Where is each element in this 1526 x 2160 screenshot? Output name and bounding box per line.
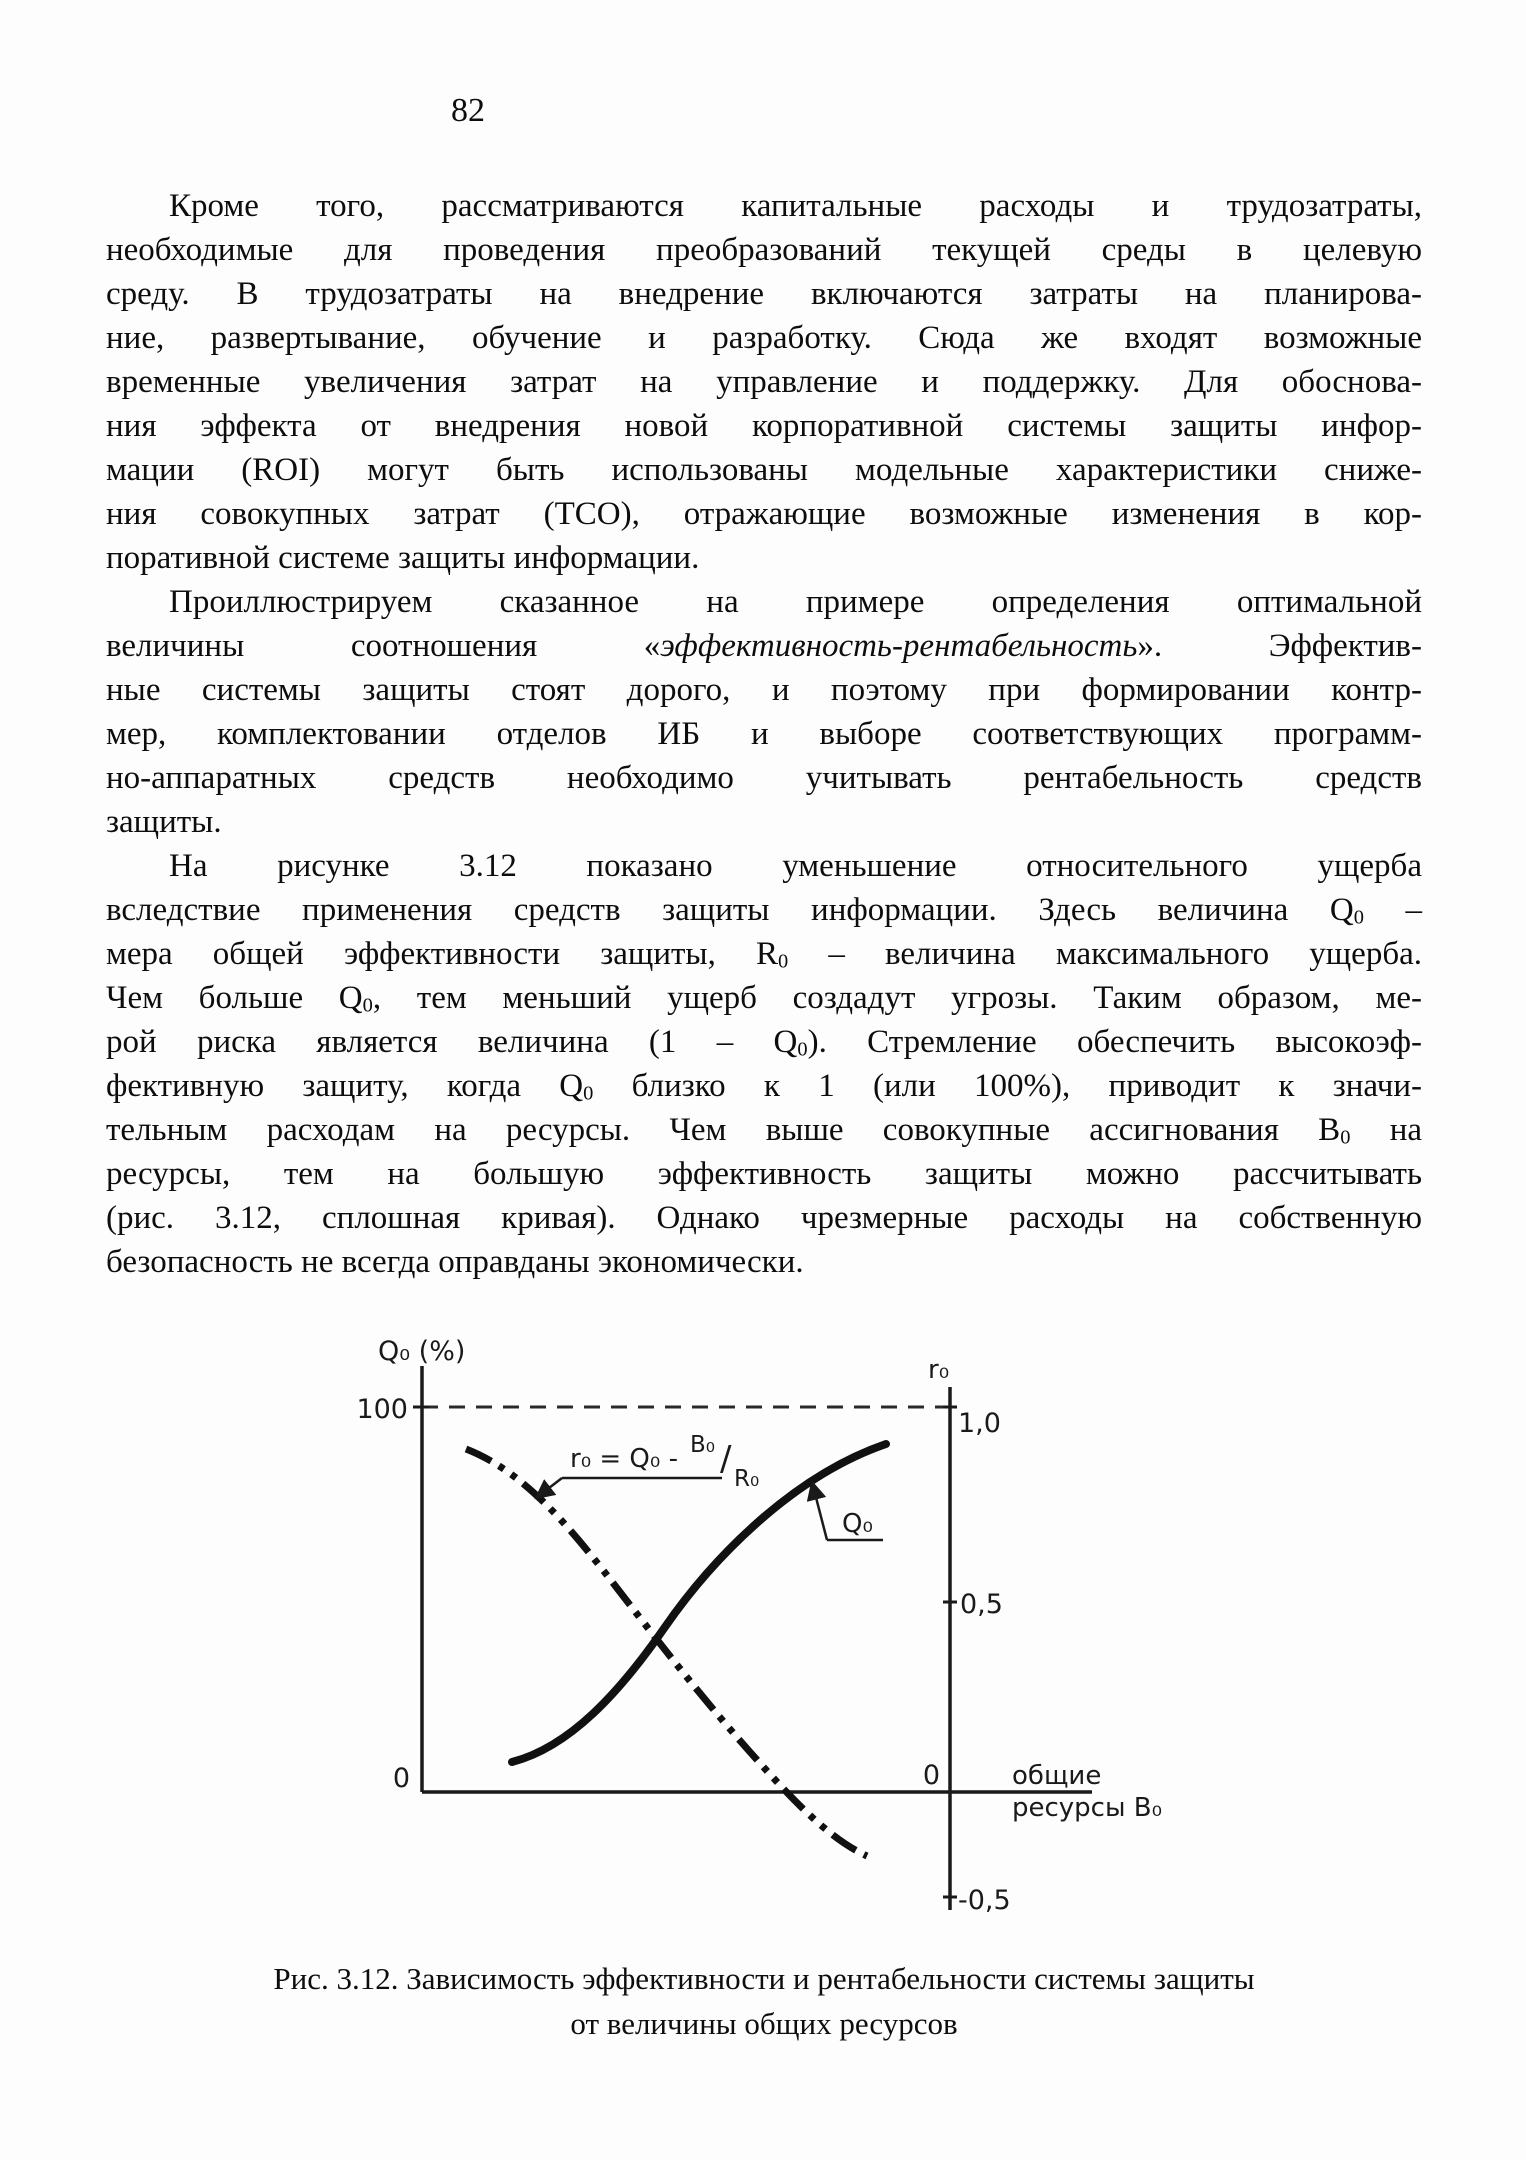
formula-denominator: R₀ (734, 1466, 760, 1492)
left-axis-title: Q₀ (%) (378, 1336, 466, 1367)
text-line: временные увеличения затрат на управление и поддержку. Для обоснова- (106, 364, 1422, 400)
text-line: тельным расходам на ресурсы. Чем выше совокупные ассигнования $В_0$ на (106, 1112, 1422, 1149)
text-line: Проиллюстрируем сказанное на примере определения оптимальной (169, 584, 1422, 620)
text-line: но-аппаратных средств необходимо учитывать рентабельность средств (106, 760, 1422, 796)
text-line: Чем больше $Q_0$, тем меньший ущерб создадут угрозы. Таким образом, ме- (106, 980, 1422, 1017)
text-line: (рис. 3.12, сплошная кривая). Однако чрезмерные расходы на собственную (106, 1200, 1422, 1236)
text-line: величины соотношения «эффективность-рентабельность». Эффектив- (106, 628, 1422, 664)
caption-line-1: Рис. 3.12. Зависимость эффективности и рентабельности системы защиты (273, 1961, 1255, 1996)
text-line: фективную защиту, когда $Q_0$ близко к 1 (или 100%), приводит к значи- (106, 1068, 1422, 1105)
text-line: защиты. (106, 804, 222, 840)
text-line: мера общей эффективности защиты, $R_0$ – величина максимального ущерба. (106, 936, 1423, 973)
text-line: ресурсы, тем на большую эффективность защиты можно рассчитывать (106, 1156, 1422, 1192)
text-line: среду. В трудозатраты на внедрение включаются затраты на планирова- (106, 276, 1422, 312)
q0-leader-arrow (812, 1482, 827, 1540)
left-tick-label-100: 100 (356, 1394, 408, 1425)
formula-slash: / (720, 1439, 732, 1479)
figure-caption (106, 1956, 1422, 2046)
body-text (106, 184, 1422, 1284)
left-tick-label-0: 0 (392, 1763, 410, 1794)
formula-label: r₀ = Q₀ - (570, 1444, 678, 1474)
text-line: мации (ROI) могут быть использованы модельные характеристики сниже- (106, 452, 1422, 488)
text-line: ние, развертывание, обучение и разработку. Сюда же входят возможные (106, 320, 1422, 356)
figure-3-12-chart (330, 1332, 1163, 1942)
caption-line-2: от величины общих ресурсов (570, 2006, 958, 2041)
text-line: вследствие применения средств защиты информации. Здесь величина $Q_0$ – (106, 892, 1423, 929)
formula-leader-arrow (536, 1478, 562, 1498)
right-tick-label-neg-0_5: -0,5 (958, 1885, 1011, 1916)
q0-curve-label: Q₀ (842, 1509, 873, 1539)
text-line: мер, комплектовании отделов ИБ и выборе соответствующих программ- (106, 716, 1422, 752)
right-tick-label-0: 0 (922, 1760, 940, 1791)
text-line: Кроме того, рассматриваются капитальные расходы и трудозатраты, (169, 188, 1422, 224)
x-axis-label-line2: ресурсы В₀ (1012, 1793, 1163, 1823)
text-line: поративной системе защиты информации. (106, 540, 700, 576)
text-line: ния совокупных затрат (ТСО), отражающие возможные изменения в кор- (106, 496, 1422, 532)
right-tick-label-0_5: 0,5 (960, 1589, 1003, 1620)
text-line: необходимые для проведения преобразований текущей среды в целевую (106, 232, 1422, 268)
q0-solid-curve (512, 1444, 886, 1762)
paragraph-2 (106, 580, 1422, 844)
r0-dashdot-curve (466, 1449, 867, 1856)
paragraph-3 (106, 844, 1422, 1284)
text-line: ния эффекта от внедрения новой корпоративной системы защиты инфор- (106, 408, 1422, 444)
formula-numerator: B₀ (690, 1432, 715, 1458)
text-line: На рисунке 3.12 показано уменьшение относительного ущерба (169, 848, 1422, 884)
page-number: 82 (451, 92, 485, 129)
right-axis-title: r₀ (928, 1355, 950, 1385)
text-line: безопасность не всегда оправданы экономически. (106, 1244, 804, 1280)
text-line: рой риска является величина $(1 - Q_0)$. Стремление обеспечить высокоэф- (106, 1024, 1423, 1061)
right-tick-label-1_0: 1,0 (958, 1408, 1001, 1439)
paragraph-1 (106, 184, 1422, 580)
x-axis-label-line1: общие (1012, 1761, 1102, 1791)
text-line: ные системы защиты стоят дорого, и поэтому при формировании контр- (106, 672, 1422, 708)
